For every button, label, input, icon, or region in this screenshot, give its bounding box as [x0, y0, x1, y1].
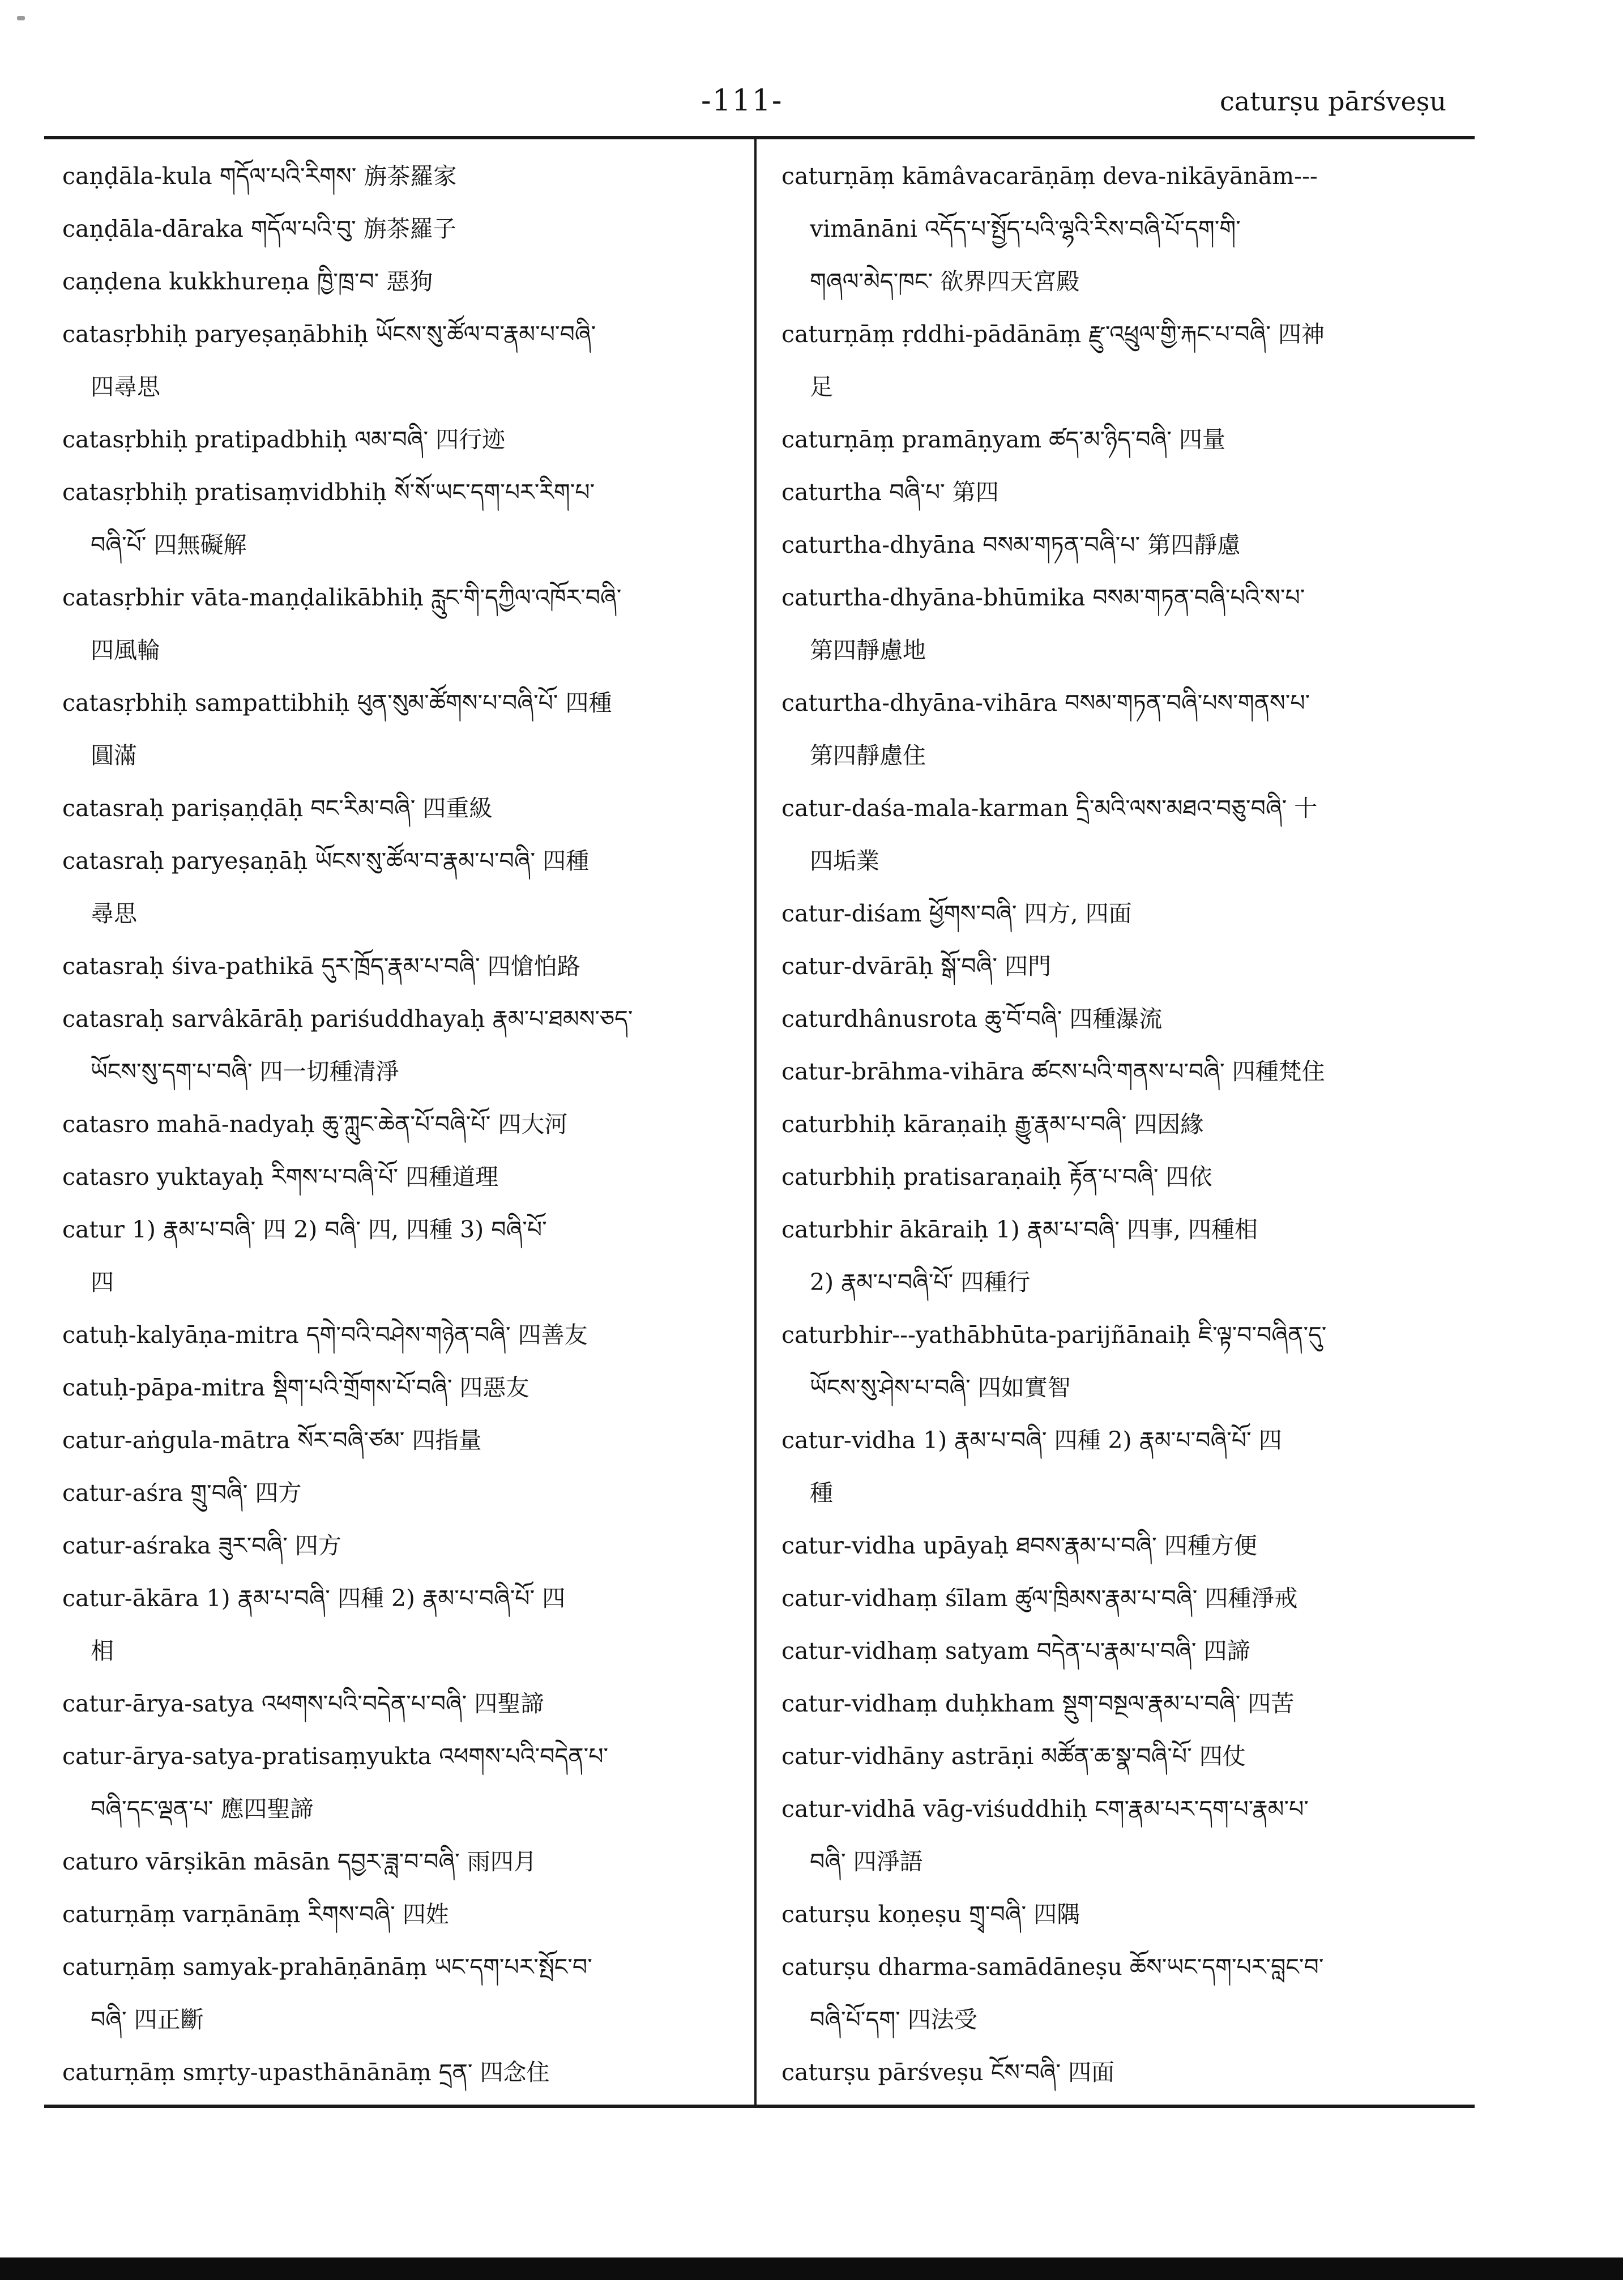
dictionary-entry-line: catasraḥ sarvâkārāḥ pariśuddhayaḥ རྣམ་པ་ཐམས་ཅད་ [62, 1005, 633, 1032]
dictionary-entry-line: catuḥ-kalyāṇa-mitra དགེ་བའི་བཤེས་གཉེན་བཞི་ 四善友 [62, 1321, 588, 1348]
dictionary-entry-line: caturtha-dhyāna-vihāra བསམ་གཏན་བཞི་པས་གནས་པ་ [781, 689, 1310, 716]
entry-continuation-line: 種 [810, 1479, 833, 1507]
entry-continuation-line: བཞི་ 四正斷 [91, 2006, 204, 2033]
dictionary-entry-line: catur-brāhma-vihāra ཚངས་པའི་གནས་པ་བཞི་ 四種梵住 [781, 1058, 1325, 1085]
dictionary-entry-line: catasṛbhiḥ pratipadbhiḥ ལམ་བཞི་ 四行迹 [62, 426, 506, 453]
entry-continuation-line: བཞི་པོ་དག་ 四法受 [810, 2006, 977, 2033]
dictionary-entry-line: caturbhiḥ kāraṇaiḥ རྒྱུ་རྣམ་པ་བཞི་ 四因緣 [781, 1111, 1204, 1138]
entry-continuation-line: 第四靜慮地 [810, 637, 926, 664]
entry-continuation-line: 圓滿 [91, 742, 137, 769]
dictionary-entry-line: catur-ārya-satya འཕགས་པའི་བདེན་པ་བཞི་ 四聖諦 [62, 1690, 544, 1717]
entry-continuation-line: 足 [810, 373, 833, 400]
top-rule [44, 136, 1475, 139]
dictionary-entry-line: caturtha བཞི་པ་ 第四 [781, 479, 999, 506]
dictionary-entry-line: caturo vārṣikān māsān དབྱར་ཟླ་བ་བཞི་ 雨四月 [62, 1848, 537, 1875]
dictionary-entry-line: caturṇāṃ smṛty-upasthānānāṃ དྲན་ 四念住 [62, 2059, 550, 2086]
dictionary-entry-line: caturṣu dharma-samādāneṣu ཆོས་ཡང་དག་པར་བླང་བ་ [781, 1953, 1324, 1981]
entry-continuation-line: བཞི་པོ་ 四無礙解 [91, 531, 247, 558]
dictionary-entry-line: catur-aśraka ཟུར་བཞི་ 四方 [62, 1532, 341, 1559]
entry-continuation-line: vimānāni འདོད་པ་སྤྱོད་པའི་ལྷའི་རིས་བཞི་པོ་དག་གི་ [810, 215, 1241, 242]
dictionary-entry-line: catur-aṅgula-mātra སོར་བཞི་ཙམ་ 四指量 [62, 1427, 482, 1454]
right-column [781, 150, 1455, 2099]
dictionary-entry-line: caṇḍāla-dāraka གདོལ་པའི་བུ་ 旃茶羅子 [62, 215, 456, 242]
dictionary-entry-line: caṇḍāla-kula གདོལ་པའི་རིགས་ 旃茶羅家 [62, 163, 457, 190]
dictionary-entry-line: caturṇāṃ ṛddhi-pādānāṃ རྫུ་འཕྲུལ་གྱི་རྐང་པ་བཞི་ 四神 [781, 321, 1325, 348]
scan-edge-band [0, 2257, 1623, 2280]
dictionary-entry-line: catur-vidhaṃ satyam བདེན་པ་རྣམ་པ་བཞི་ 四諦 [781, 1637, 1250, 1665]
dictionary-entry-line: catur-dvārāḥ སྒོ་བཞི་ 四門 [781, 953, 1051, 980]
entry-continuation-line: ཡོངས་སུ་དག་པ་བཞི་ 四一切種清淨 [91, 1058, 399, 1085]
dictionary-entry-line: catur-daśa-mala-karman དྲི་མའི་ལས་མཐའ་བཅུ་བཞི་ 十 [781, 795, 1318, 822]
dictionary-entry-line: catasro mahā-nadyaḥ ཆུ་ཀླུང་ཆེན་པོ་བཞི་པོ་ 四大河 [62, 1111, 568, 1138]
dictionary-entry-line: catur-vidhā vāg-viśuddhiḥ ངག་རྣམ་པར་དག་པ་རྣམ་པ་ [781, 1795, 1309, 1823]
entry-continuation-line: བཞི་ 四淨語 [810, 1848, 923, 1875]
dictionary-entry-line: catur-vidha 1) རྣམ་པ་བཞི་ 四種 2) རྣམ་པ་བཞི་པོ་ 四 [781, 1427, 1282, 1454]
dictionary-entry-line: caturṇāṃ kāmâvacarāṇāṃ deva-nikāyānām--- [781, 163, 1318, 190]
entry-continuation-line: 四 [91, 1269, 114, 1296]
entry-continuation-line: 相 [91, 1637, 114, 1665]
dictionary-entry-line: catur 1) རྣམ་པ་བཞི་ 四 2) བཞི་ 四, 四種 3) བཞི་པོ་ [62, 1216, 547, 1243]
bottom-rule [44, 2105, 1475, 2108]
dictionary-entry-line: catur-ārya-satya-pratisaṃyukta འཕགས་པའི་བདེན་པ་ [62, 1743, 609, 1770]
entry-continuation-line: 四尋思 [91, 373, 160, 400]
dictionary-entry-line: catur-vidhaṃ duḥkham སྡུག་བསྔལ་རྣམ་པ་བཞི་ 四苦 [781, 1690, 1295, 1717]
dictionary-entry-line: caturbhir---yathābhūta-parijñānaiḥ ཇི་ལྟ་བ་བཞིན་དུ་ [781, 1321, 1327, 1348]
dictionary-entry-line: catasraḥ śiva-pathikā དུར་ཁྲོད་རྣམ་པ་བཞི་ 四愴怕路 [62, 953, 580, 980]
dictionary-entry-line: caturṣu koṇeṣu གྲྭ་བཞི་ 四隅 [781, 1901, 1080, 1928]
dictionary-entry-line: caturṣu pārśveṣu ངོས་བཞི་ 四面 [781, 2059, 1115, 2086]
entry-continuation-line: ཡོངས་སུ་ཤེས་པ་བཞི་ 四如實智 [810, 1374, 1071, 1401]
dictionary-entry-line: caturtha-dhyāna བསམ་གཏན་བཞི་པ་ 第四靜慮 [781, 531, 1241, 558]
entry-continuation-line: བཞི་དང་ལྡན་པ་ 應四聖諦 [91, 1795, 314, 1823]
dictionary-entry-line: caturtha-dhyāna-bhūmika བསམ་གཏན་བཞི་པའི་ས་པ་ [781, 584, 1305, 611]
dictionary-entry-line: caturṇāṃ varṇānāṃ རིགས་བཞི་ 四姓 [62, 1901, 449, 1928]
dictionary-entry-line: catasraḥ paryeṣaṇāḥ ཡོངས་སུ་ཚོལ་བ་རྣམ་པ་བཞི་ 四種 [62, 847, 590, 874]
dictionary-entry-line: caturṇāṃ pramāṇyam ཚད་མ་ཉིད་བཞི་ 四量 [781, 426, 1226, 453]
dictionary-entry-line: catuḥ-pāpa-mitra སྡིག་པའི་གྲོགས་པོ་བཞི་ 四惡友 [62, 1374, 529, 1401]
dictionary-entry-line: catur-vidha upāyaḥ ཐབས་རྣམ་པ་བཞི་ 四種方便 [781, 1532, 1257, 1559]
dictionary-entry-line: catasṛbhiḥ pratisaṃvidbhiḥ སོ་སོ་ཡང་དག་པར་རིག་པ་ [62, 479, 595, 506]
entry-continuation-line: 四風輪 [91, 637, 160, 664]
entry-continuation-line: 2) རྣམ་པ་བཞི་པོ་ 四種行 [810, 1269, 1031, 1296]
dictionary-entry-line: caṇḍena kukkhureṇa ཁྱི་ཁྲ་བ་ 惡狗 [62, 268, 433, 295]
page-number: -111- [701, 84, 783, 118]
dictionary-entry-line: catur-vidhaṃ śīlam ཚུལ་ཁྲིམས་རྣམ་པ་བཞི་ 四種淨戒 [781, 1585, 1298, 1612]
dictionary-entry-line: catasro yuktayaḥ རིགས་པ་བཞི་པོ་ 四種道理 [62, 1163, 499, 1190]
dictionary-entry-line: catasṛbhir vāta-maṇḍalikābhiḥ རླུང་གི་དཀྱིལ་འཁོར་བཞི་ [62, 584, 622, 611]
entry-continuation-line: གཞལ་མེད་ཁང་ 欲界四天宮殿 [810, 268, 1080, 295]
dictionary-entry-line: catasraḥ pariṣaṇḍāḥ བང་རིམ་བཞི་ 四重級 [62, 795, 493, 822]
dictionary-entry-line: catasṛbhiḥ paryeṣaṇābhiḥ ཡོངས་སུ་ཚོལ་བ་རྣམ་པ་བཞི་ [62, 321, 596, 348]
left-column [62, 150, 736, 2099]
dictionary-entry-line: caturṇāṃ samyak-prahāṇānāṃ ཡང་དག་པར་སྤོང་བ་ [62, 1953, 592, 1981]
dictionary-entry-line: catur-vidhāny astrāṇi མཚོན་ཆ་སྣ་བཞི་པོ་ 四仗 [781, 1743, 1246, 1770]
dictionary-entry-line: caturdhânusrota ཆུ་བོ་བཞི་ 四種瀑流 [781, 1005, 1163, 1032]
dictionary-entry-line: caturbhiḥ pratisaraṇaiḥ རྟོན་པ་བཞི་ 四依 [781, 1163, 1212, 1190]
running-head: caturṣu pārśveṣu [1219, 86, 1446, 117]
scan-speck [17, 16, 25, 20]
dictionary-entry-line: caturbhir ākāraiḥ 1) རྣམ་པ་བཞི་ 四事, 四種相 [781, 1216, 1258, 1243]
dictionary-entry-line: catur-ākāra 1) རྣམ་པ་བཞི་ 四種 2) རྣམ་པ་བཞི་པོ་ 四 [62, 1585, 566, 1612]
dictionary-entry-line: catur-diśam ཕྱོགས་བཞི་ 四方, 四面 [781, 900, 1132, 927]
entry-continuation-line: 尋思 [91, 900, 137, 927]
dictionary-entry-line: catur-aśra གྲུ་བཞི་ 四方 [62, 1479, 302, 1507]
column-divider [754, 136, 757, 2107]
entry-continuation-line: 第四靜慮住 [810, 742, 926, 769]
entry-continuation-line: 四垢業 [810, 847, 879, 874]
dictionary-entry-line: catasṛbhiḥ sampattibhiḥ ཕུན་སུམ་ཚོགས་པ་བཞི་པོ་ 四種 [62, 689, 612, 716]
